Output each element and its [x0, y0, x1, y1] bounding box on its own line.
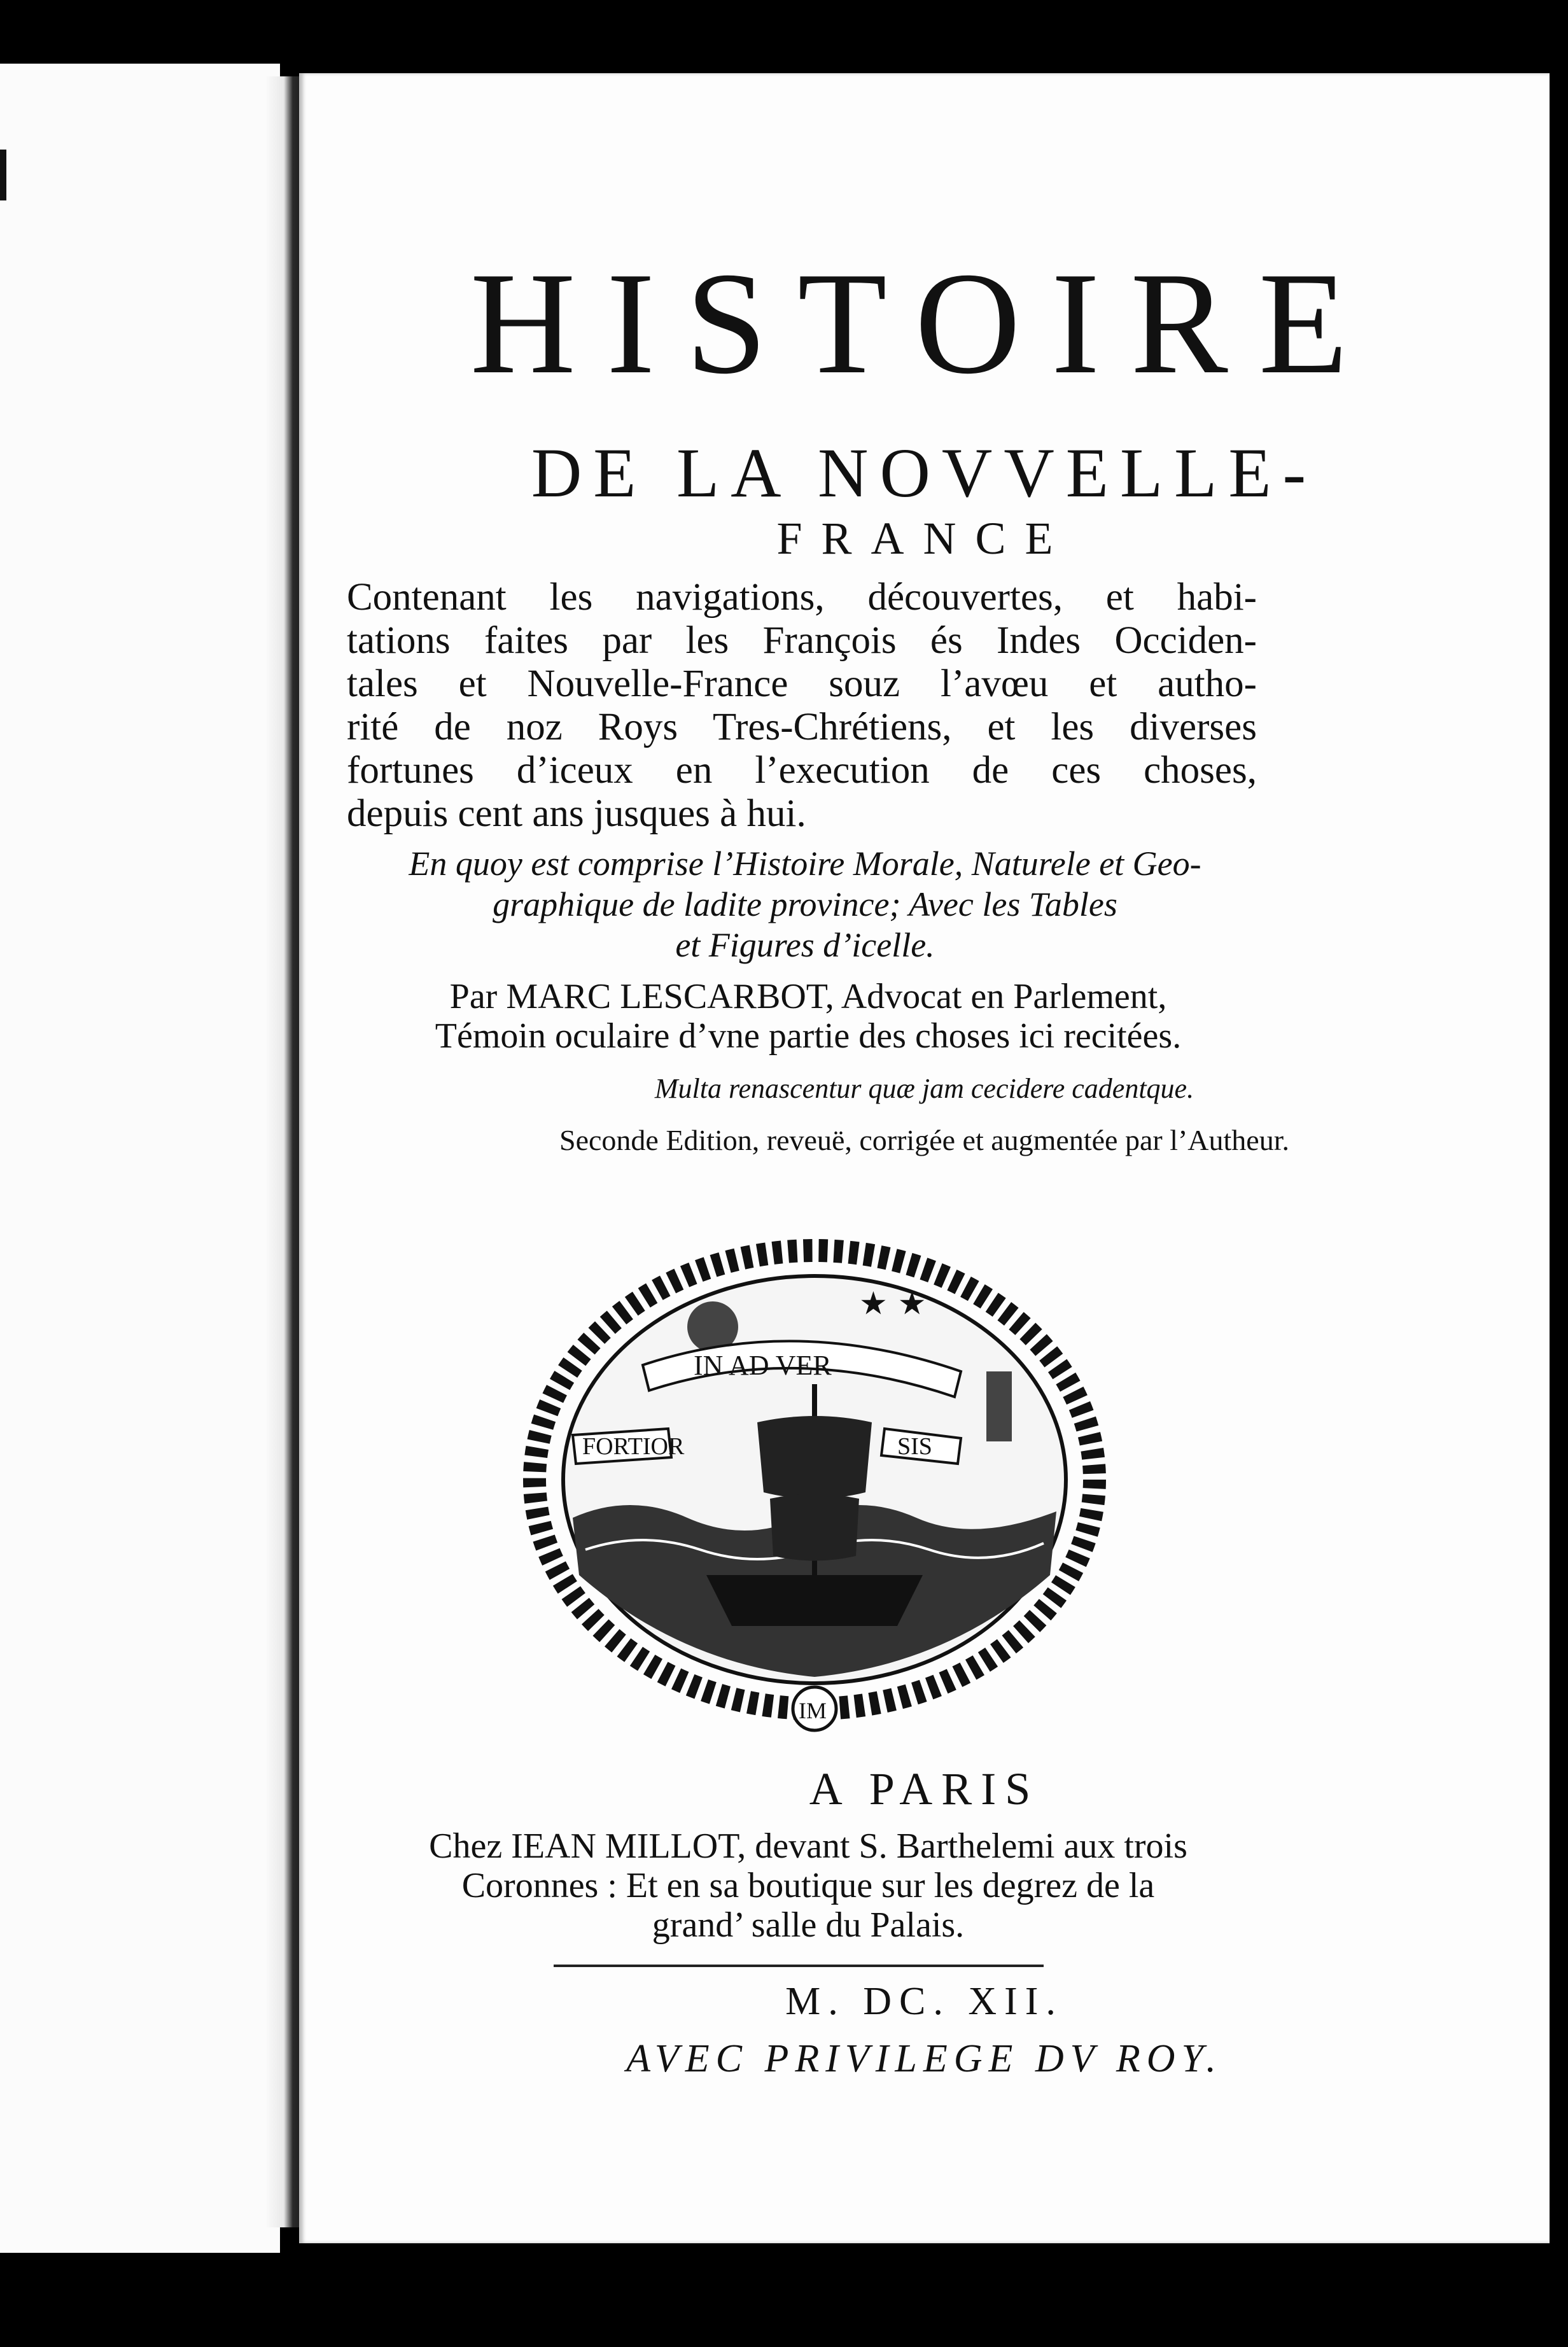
left-blank-page	[0, 64, 280, 2253]
description-line: tations faites par les François és Indes Occiden-	[347, 619, 1257, 662]
book-subtitle-line1: DE LA NOVVELLE-	[531, 434, 1318, 512]
emblem-banner-top: IN AD VER	[694, 1350, 832, 1381]
imprint-line: Chez IEAN MILLOT, devant S. Barthelemi aux trois	[429, 1826, 1187, 1866]
latin-motto: Multa renascentur quæ jam cecidere cadentque.	[654, 1073, 1194, 1104]
emblem-banner-right: SIS	[897, 1433, 932, 1460]
description-line: rité de noz Roys Tres-Chrétiens, et les diverses	[347, 706, 1257, 748]
emblem-banner-left: FORTIOR	[582, 1433, 685, 1460]
book-title: HISTOIRE	[470, 242, 1379, 404]
author-credential: Témoin oculaire d’vne partie des choses ici recitées.	[435, 1016, 1182, 1056]
description-line: fortunes d’iceux en l’execution de ces choses,	[347, 749, 1257, 792]
imprint-block	[350, 1826, 1266, 1945]
author-block	[363, 977, 1254, 1056]
edition-statement: Seconde Edition, reveuë, corrigée et augmentée par l’Autheur.	[559, 1124, 1289, 1156]
svg-text:★ ★: ★ ★	[859, 1285, 927, 1322]
royal-privilege: AVEC PRIVILEGE DV ROY.	[626, 2037, 1222, 2080]
emblem-monogram: IM	[799, 1698, 827, 1723]
printer-emblem-icon	[503, 1219, 1126, 1741]
description-line: Contenant les navigations, découvertes, et habi-	[347, 576, 1257, 619]
italic-description	[344, 843, 1266, 965]
italic-line: et Figures d’icelle.	[675, 926, 935, 964]
author-line: Par MARC LESCARBOT, Advocat en Parlement,	[449, 977, 1167, 1016]
page-edge-mark	[0, 150, 6, 200]
book-subtitle-line2: FRANCE	[776, 513, 1072, 564]
imprint-line: grand’ salle du Palais.	[652, 1905, 965, 1945]
horizontal-rule	[554, 1965, 1044, 1967]
title-page	[299, 73, 1550, 2243]
description-line: tales et Nouvelle-France souz l’avœu et autho-	[347, 662, 1257, 705]
italic-line: graphique de ladite province; Avec les Tables	[493, 885, 1117, 923]
description-line: depuis cent ans jusques à hui.	[347, 792, 806, 835]
italic-line: En quoy est comprise l’Histoire Morale, Naturele et Geo-	[409, 844, 1201, 883]
book-description	[347, 576, 1257, 836]
imprint-place: A PARIS	[809, 1763, 1040, 1814]
publication-date: M. DC. XII.	[785, 1980, 1063, 2023]
imprint-line: Coronnes : Et en sa boutique sur les degrez de la	[461, 1866, 1155, 1905]
